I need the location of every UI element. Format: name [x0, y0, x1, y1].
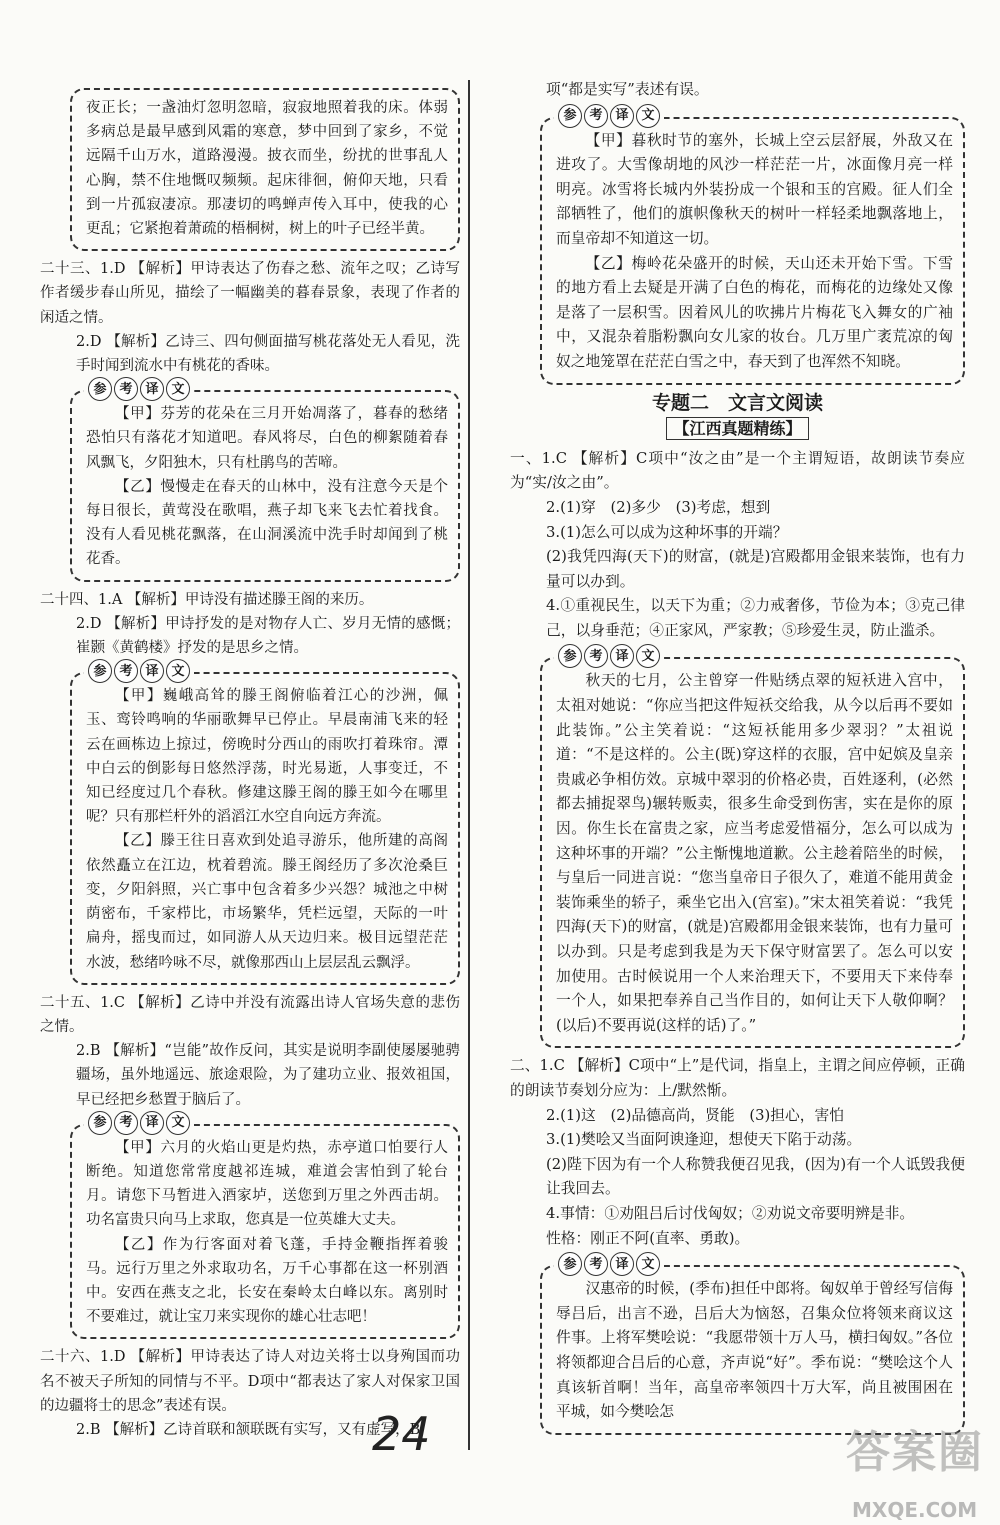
translation-text: 【甲】暮秋时节的塞外，长城上空云层舒展，外敌又在进攻了。大雪像胡地的风沙一样茫茫一片，冰面像月亮一样明亮。冰雪将长城内外装扮成一个银和玉的宫殿。征人们全部牺牲了，他们的旗帜像秋天的树叶一样轻柔地飘落地上，而皇帝却不知道这一切。 — [556, 131, 953, 247]
answer-1-3b: (2)我凭四海(天下)的财富，(就是)宫殿都用金银来装饰，也有力量可以办到。 — [546, 548, 965, 590]
answer-26-2-continued: 项“都是实写”表述有误。 — [546, 81, 709, 98]
section-title: 专题二 文言文阅读 — [651, 391, 823, 414]
translation-text: 秋天的七月，公主曾穿一件贴绣点翠的短袄进入宫中，太祖对她说：“你应当把这件短袄交给我，从今以后再不要如此装饰。”公主笑着说：“这短袄能用多少翠羽？”太祖说道：“不是这样的。公主(既)穿这样的衣服，宫中妃嫔及皇亲贵戚必争相仿效。京城中翠羽的价格必贵，百姓逐利，(必然都去捕捉翠鸟)辗转贩卖，很多生命受到伤害，实在是你的原因。你生长在富贵之家，应当考虑爱惜福分，怎么可以成为这种坏事的开端？”公主惭愧地道歉。公主趁着陪坐的时候，与皇后一同进言说：“您当皇帝日子很久了，难道不能用黄金装饰乘坐的轿子，乘坐它出入(宫室)。”宋太祖笑着说：“我凭四海(天下)的财富，(就是)宫殿都用金银来装饰，也有力量可以办到。只是考虑到我是为天下保守财富罢了。怎么可以安加使用。古时候说用一个人来治理天下，不要用天下来侍奉一个人，如果把奉养自己当作目的，如何让天下人敬仰啊？(以后)不要再说(这样的话)了。” — [556, 672, 953, 1034]
answer-26-2: 2.B 【解析】乙诗首联和颔联既有实写，又有虚写，B — [76, 1421, 421, 1438]
translation-box-wenyan-2 — [540, 1256, 965, 1435]
answer-26-1: 二十六、1.D 【解析】甲诗表达了诗人对边关将士以身殉国而功名不被天子所知的同情与不平。D项中“都表达了家人对保家卫国的边疆将士的思念”表述有误。 — [40, 1349, 460, 1414]
translation-box-23 — [70, 381, 460, 581]
translation-box-26 — [540, 108, 965, 385]
answer-1-1: 一、1.C 【解析】C项中“汝之由”是一个主谓短语，故朗读节奏应为“实/汝之由”。 — [510, 449, 965, 492]
answer-2-4b: 性格：刚正不阿(直率、勇敢)。 — [546, 1229, 750, 1247]
answer-1-3a: 3.(1)怎么可以成为这种坏事的开端？ — [546, 523, 788, 541]
translation-box-24 — [70, 663, 460, 984]
watermark-site: MXQE.COM — [852, 1498, 978, 1522]
answer-2-2: 2.(1)这 (2)品德高尚，贤能 (3)担心，害怕 — [546, 1106, 845, 1124]
answer-25-1: 二十五、1.C 【解析】乙诗中并没有流露出诗人官场失意的悲伤之情。 — [40, 994, 460, 1035]
translation-text: 【乙】作为行客面对着飞蓬，手持金鞭指挥着骏马。远行万里之外求取功名，万千心事都在这一杯别酒中。安西在燕支之北，长安在秦岭太白峰以东。离别时不要难过，就让宝刀来实现你的雄心壮志吧！ — [86, 1236, 448, 1326]
translation-text: 【乙】滕王往日喜欢到处追寻游乐，他所建的高阁依然矗立在江边，枕着碧流。滕王阁经历了多次沧桑巨变，夕阳斜照，兴亡事中包含着多少兴怨？城池之中树荫密布，千家栉比，市场繁华，凭栏远望，天际的一叶扁舟，摇曳而过，如同游人从天边归来。极目远望茫茫水波，愁绪吟咏不尽，就像那西山上层层乱云飘浮。 — [86, 833, 448, 971]
translation-box-25 — [70, 1115, 460, 1340]
answer-24-1: 二十四、1.A 【解析】甲诗没有描述滕王阁的来历。 — [40, 591, 374, 608]
translation-text: 【乙】慢慢走在春天的山林中，没有注意今天是个每日很长，黄莺没在歌唱，燕子却飞来飞去忙着找食。没有人看见桃花飘落，在山洞溪流中洗手时却闻到了桃花香。 — [86, 478, 448, 568]
answer-2-3b: (2)陛下因为有一个人称赞我便召见我，(因为)有一个人诋毁我便让我回去。 — [546, 1155, 965, 1198]
reference-translation-badge: 参 考 译 文 — [84, 377, 194, 401]
left-column — [40, 0, 460, 1442]
reference-translation-badge: 参 考 译 文 — [554, 644, 664, 668]
translation-text: 【甲】芬芳的花朵在三月开始凋落了，暮春的愁绪恐怕只有落花才知道吧。春风将尽，白色的柳絮随着春风飘飞，夕阳独木，只有杜鹃鸟的苦啼。 — [86, 406, 448, 471]
answer-1-2: 2.(1)穿 (2)多少 (3)考虑，想到 — [546, 498, 771, 516]
answer-25-2: 2.B 【解析】“岂能”故作反问，其实是说明李副使屡屡驰骋疆场，虽外地遥远、旅途艰险，为了建功立业、报效祖国，早已经把乡愁置于脑后了。 — [76, 1043, 460, 1108]
answer-2-3a: 3.(1)樊哙又当面阿谀逢迎，想使天下陷于动荡。 — [546, 1131, 862, 1149]
page-number: 24 — [372, 1407, 431, 1461]
column-divider — [468, 80, 470, 1450]
right-column — [510, 0, 965, 1441]
translation-box-22 — [70, 88, 460, 251]
answer-2-4a: 4.事情：①劝阻吕后讨伐匈奴；②劝说文帝要明辨是非。 — [546, 1204, 915, 1222]
translation-box-wenyan-1 — [540, 648, 965, 1048]
answer-2-1: 二、1.C 【解析】C项中“上”是代词，指皇上，主谓之间应停顿，正确的朗读节奏划分应为：上/默然惭。 — [510, 1057, 965, 1099]
reference-translation-badge: 参 考 译 文 — [84, 1111, 194, 1135]
watermark-logo: 答案圈 — [846, 1427, 984, 1478]
reference-translation-badge: 参 考 译 文 — [554, 1252, 664, 1276]
answer-24-2: 2.D 【解析】甲诗抒发的是对物存人亡、岁月无情的感慨；崔颢《黄鹤楼》抒发的是思乡之情。 — [76, 615, 460, 657]
answer-23-1: 二十三、1.D 【解析】甲诗表达了伤春之愁、流年之叹；乙诗写作者缓步春山所见，描绘了一幅幽美的暮春景象，表现了作者的闲适之情。 — [40, 261, 460, 326]
translation-text: 【甲】六月的火焰山更是灼热，赤亭道口怕要行人断绝。知道您常常度越祁连城，难道会害怕到了轮台月。请您下马暂进入酒家垆，送您到万里之外西击胡。功名富贵只向马上求取，您真是一位英雄大丈夫。 — [86, 1139, 448, 1229]
translation-text: 汉惠帝的时候，(季布)担任中郎将。匈奴单于曾经写信侮辱吕后，出言不逊，吕后大为恼怒，召集众位将领来商议这件事。上将军樊哙说：“我愿带领十万人马，横扫匈奴。”各位将领都迎合吕后的心意，齐声说“好”。季布说：“樊哙这个人真该斩首啊！当年，高皇帝率领四十万大军，尚且被围困在平城，如今樊哙怎 — [556, 1280, 953, 1421]
reference-translation-badge: 参 考 译 文 — [84, 659, 194, 683]
section-subtitle: 【江西真题精练】 — [510, 417, 965, 443]
translation-text: 夜正长；一盏油灯忽明忽暗，寂寂地照着我的床。体弱多病总是最早感到风霜的寒意，梦中回到了家乡，不觉远隔千山万水，道路漫漫。披衣而坐，纷扰的世事乱人心胸，禁不住地慨叹频频。起床徘徊，俯仰天地，只看到一片孤寂凄凉。那凄切的鸣蝉声传入耳中，使我的心更乱；它紧抱着萧疏的梧桐树，树上的叶子已经半黄。 — [86, 100, 448, 238]
answer-1-4: 4.①重视民生，以天下为重；②力戒奢侈，节俭为本；③克己律己，以身垂范；④正家风，严家教；⑤珍爱生灵，防止滥杀。 — [546, 597, 965, 639]
reference-translation-badge: 参 考 译 文 — [554, 104, 664, 128]
translation-text: 【甲】巍峨高耸的滕王阁俯临着江心的沙洲，佩玉、鸾铃鸣响的华丽歌舞早已停止。早晨南浦飞来的轻云在画栋边上掠过，傍晚时分西山的雨吹打着珠帘。潭中白云的倒影每日悠然浮荡，时光易逝，人事变迁，不知已经度过几个春秋。修建这滕王阁的滕王如今在哪里呢？只有那栏杆外的滔滔江水空自向远方奔流。 — [86, 688, 448, 826]
answer-23-2: 2.D 【解析】乙诗三、四句侧面描写桃花落处无人看见，洗手时闻到流水中有桃花的香味。 — [76, 333, 460, 375]
translation-text: 【乙】梅岭花朵盛开的时候，天山还未开始下雪。下雪的地方看上去疑是开满了白色的梅花，而梅花的边缘处又像是落了一层积雪。因着风儿的吹拂片片梅花飞入舞女的广袖中，又混杂着脂粉飘向女儿家的妆台。几万里广袤荒凉的匈奴之地笼罩在茫茫白雪之中，春天到了也浑然不知晓。 — [556, 254, 953, 370]
